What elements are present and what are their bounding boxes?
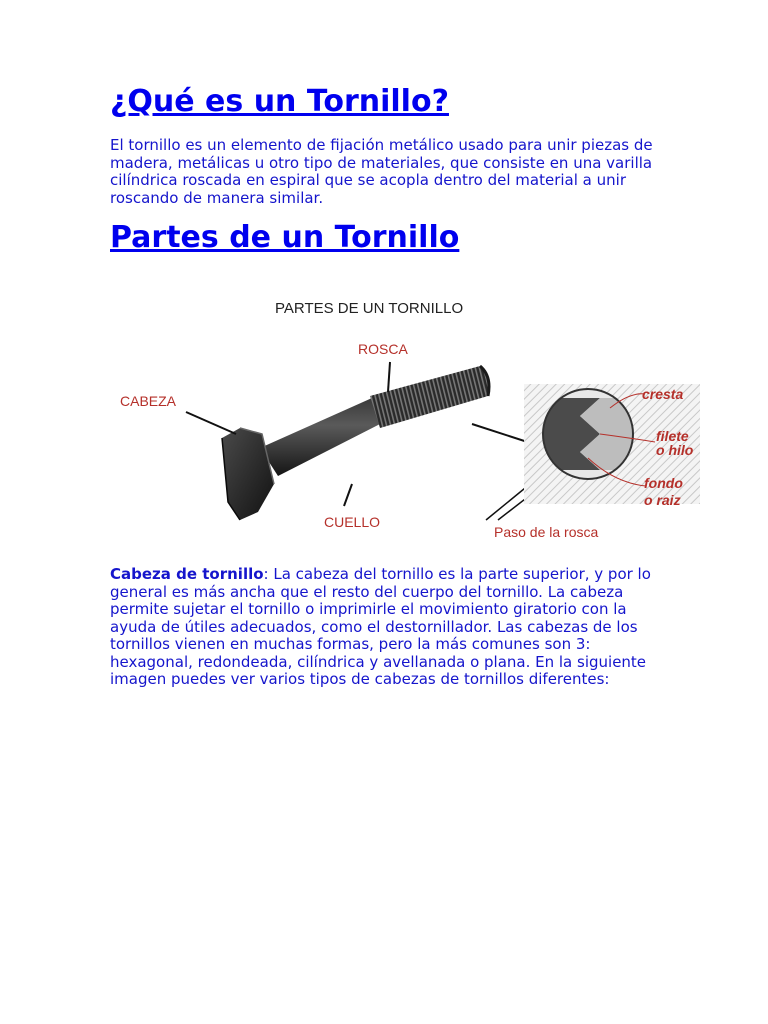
label-cuello: CUELLO <box>324 514 381 530</box>
label-rosca: ROSCA <box>358 341 408 357</box>
intro-paragraph: El tornillo es un elemento de fijación metálico usado para unir piezas de madera, metálicas u otro tipo de materiales, que consiste en una varilla cilíndrica roscada en espiral que se acopla dentro del material a unir roscando de manera similar. <box>110 136 653 207</box>
section-title-que-es[interactable]: ¿Qué es un Tornillo? <box>110 84 449 119</box>
screw-parts-diagram <box>100 288 710 550</box>
label-cresta: cresta <box>642 386 684 402</box>
label-raiz: o raiz <box>644 492 681 508</box>
label-paso-rosca: Paso de la rosca <box>494 524 599 540</box>
cabeza-paragraph <box>110 566 658 689</box>
screw-image <box>222 366 489 520</box>
diagram-title: PARTES DE UN TORNILLO <box>275 300 464 317</box>
section-title-partes[interactable]: Partes de un Tornillo <box>110 220 460 255</box>
label-fondo: fondo <box>644 475 683 491</box>
label-cabeza: CABEZA <box>120 393 177 409</box>
cabeza-term: Cabeza de tornillo <box>110 565 264 583</box>
label-hilo: o hilo <box>656 442 694 458</box>
label-filete: filete <box>656 428 689 444</box>
cabeza-description: : La cabeza del tornillo es la parte superior, y por lo general es más ancha que el resto del cuerpo del tornillo. La cabeza permite sujetar el tornillo o imprimirle el movimiento giratorio con la ayuda de útiles adecuados, como el destornillador. Las cabezas de los tornillos vienen en muchas formas, pero la más comunes son 3: hexagonal, redondeada, cilíndrica y avellanada o plana. En la siguiente imagen puedes ver varios tipos de cabezas de tornillos diferentes: <box>110 565 651 688</box>
